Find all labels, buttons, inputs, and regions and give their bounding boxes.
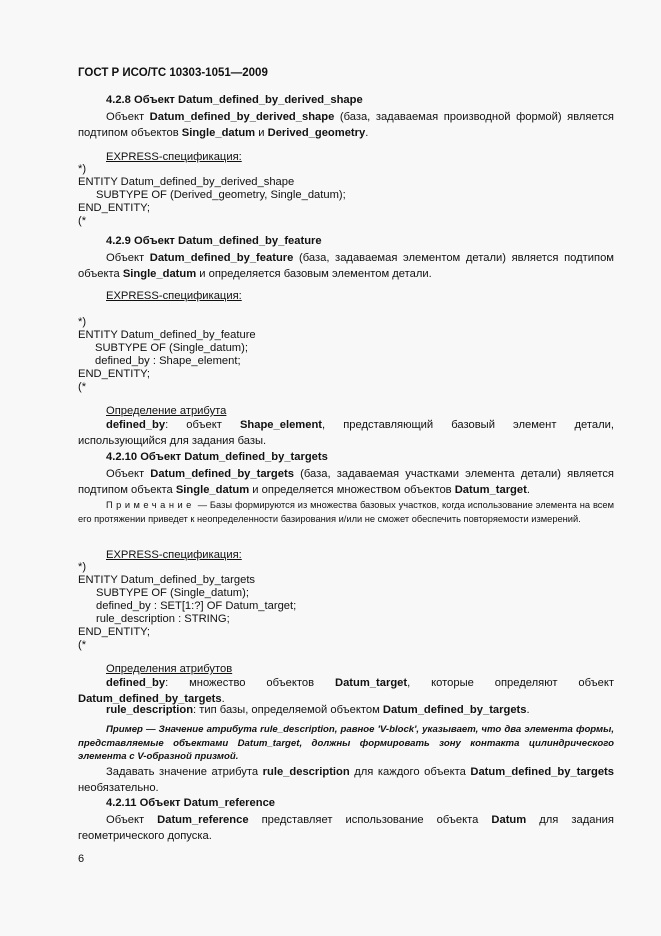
express-label-4-2-10: EXPRESS-спецификация: (106, 549, 242, 561)
attribute-definition-defined-by: defined_by: объект Shape_element, представляющий базовый элемент детали, использующийся для задания базы. (78, 419, 614, 447)
section-heading-4-2-10: 4.2.10 Объект Datum_defined_by_targets (106, 451, 328, 463)
code-block-4-2-8: *) ENTITY Datum_defined_by_derived_shape SUBTYPE OF (Derived_geometry, Single_datum); END_ENTITY; (* (78, 163, 346, 227)
attribute-definition-label: Определение атрибута (106, 405, 227, 417)
express-label-4-2-8: EXPRESS-спецификация: (106, 151, 242, 163)
page-number: 6 (78, 853, 85, 865)
express-label-4-2-9: EXPRESS-спецификация: (106, 290, 242, 302)
attribute-definition-defined-by-targets: defined_by: множество объектов Datum_target, которые определяют объект Datum_defined_by_targets. (78, 677, 614, 705)
standard-header: ГОСТ Р ИСО/ТС 10303-1051—2009 (78, 67, 268, 79)
code-block-4-2-10: *) ENTITY Datum_defined_by_targets SUBTYPE OF (Single_datum); defined_by : SET[1:?] OF Datum_target; rule_description : STRING; END_ENTITY; (* (78, 561, 297, 651)
paragraph-4-2-9: Объект Datum_defined_by_feature (база, задаваемая элементом детали) является подтипом объекта Single_datum и определяется базовым элементом детали. (78, 252, 614, 280)
attributes-definition-label: Определения атрибутов (106, 663, 233, 675)
section-heading-4-2-8: 4.2.8 Объект Datum_defined_by_derived_shape (106, 94, 363, 106)
section-heading-4-2-11: 4.2.11 Объект Datum_reference (106, 797, 276, 809)
section-heading-4-2-9: 4.2.9 Объект Datum_defined_by_feature (106, 235, 322, 247)
attribute-definition-rule-description: rule_description: тип базы, определяемой объектом Datum_defined_by_targets. (106, 704, 530, 716)
paragraph-4-2-8: Объект Datum_defined_by_derived_shape (база, задаваемая производной формой) является подтипом объектов Single_datum и Derived_geometry. (78, 111, 614, 139)
paragraph-4-2-11: Объект Datum_reference представляет использование объекта Datum для задания геометрического допуска. (78, 814, 614, 842)
note-label: Примечание (106, 500, 195, 510)
note-4-2-10: Примечание — Базы формируются из множества базовых участков, когда использование элемента на всем его протяжении приведет к неопределенности базирования и/или не сможет обеспечить повторяемости измерений. (78, 500, 614, 524)
paragraph-4-2-10: Объект Datum_defined_by_targets (база, задаваемая участками элемента детали) является подтипом объекта Single_datum и определяется множеством объектов Datum_target. (78, 468, 614, 496)
example-4-2-10: Пример — Значение атрибута rule_description, равное 'V-block', указывает, что два элемента формы, представляемые объектами Datum_target, должны формировать зону контакта цилиндрического элемента с V-образной призмой. (78, 724, 614, 762)
paragraph-rule-description-optional: Задавать значение атрибута rule_description для каждого объекта Datum_defined_by_targets необязательно. (78, 766, 614, 794)
code-block-4-2-9: *) ENTITY Datum_defined_by_feature SUBTYPE OF (Single_datum); defined_by : Shape_element; END_ENTITY; (* (78, 316, 256, 393)
